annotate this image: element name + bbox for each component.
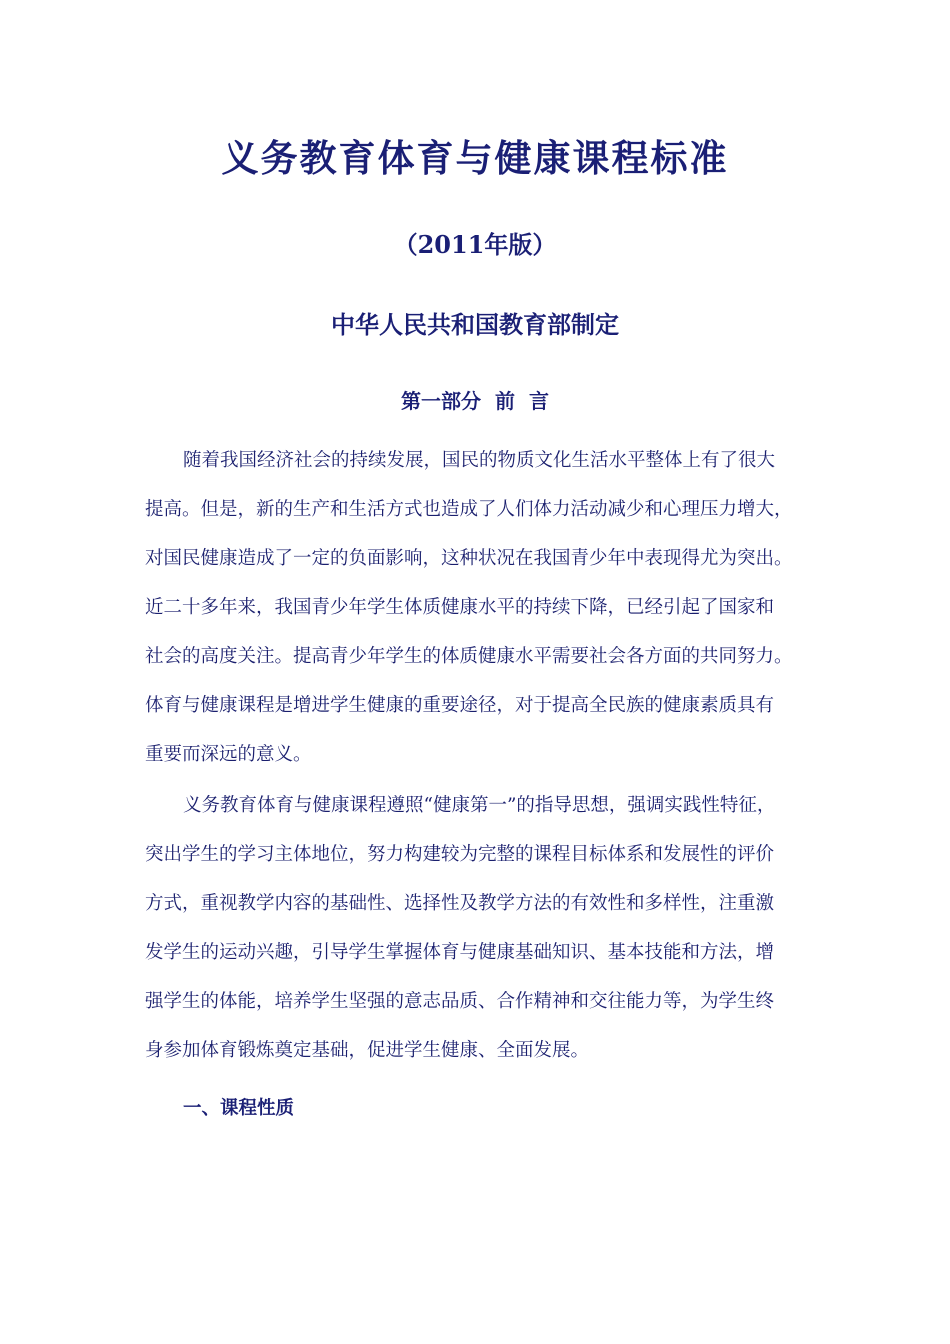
subheading: 一、课程性质 [183, 1098, 295, 1119]
paragraph-line: 对国民健康造成了一定的负面影响，这种状况在我国青少年中表现得尤为突出。 [145, 548, 793, 569]
paragraph-line: 突出学生的学习主体地位，努力构建较为完整的课程目标体系和发展性的评价 [145, 844, 775, 865]
paragraph-line: 随着我国经济社会的持续发展，国民的物质文化生活水平整体上有了很大 [183, 450, 776, 471]
paragraph-line: 提高。但是，新的生产和生活方式也造成了人们体力活动减少和心理压力增大， [145, 499, 793, 520]
paragraph-line: 重要而深远的意义。 [145, 744, 312, 765]
paragraph-line: 义务教育体育与健康课程遵照“健康第一”的指导思想，强调实践性特征， [183, 795, 776, 816]
paragraph-line: 体育与健康课程是增进学生健康的重要途径，对于提高全民族的健康素质具有 [145, 695, 775, 716]
section-name-2: 言 [529, 389, 549, 413]
section-heading [0, 385, 950, 414]
edition-label: （2011年版） [393, 230, 557, 259]
paragraph-line: 身参加体育锻炼奠定基础，促进学生健康、全面发展。 [145, 1040, 590, 1061]
section-name-1: 前 [495, 389, 515, 413]
issuer-line: 中华人民共和国教育部制定 [331, 311, 619, 339]
paragraph-line: 发学生的运动兴趣，引导学生掌握体育与健康基础知识、基本技能和方法，增 [145, 942, 775, 963]
paragraph-line: 强学生的体能，培养学生坚强的意志品质、合作精神和交往能力等，为学生终 [145, 991, 775, 1012]
paragraph-line: 方式，重视教学内容的基础性、选择性及教学方法的有效性和多样性，注重激 [145, 893, 775, 914]
paragraph-line: 社会的高度关注。提高青少年学生的体质健康水平需要社会各方面的共同努力。 [145, 646, 793, 667]
paragraph-line: 近二十多年来，我国青少年学生体质健康水平的持续下降，已经引起了国家和 [145, 597, 775, 618]
document-title: 义务教育体育与健康课程标准 [221, 136, 729, 180]
section-part: 第一部分 [401, 389, 481, 413]
